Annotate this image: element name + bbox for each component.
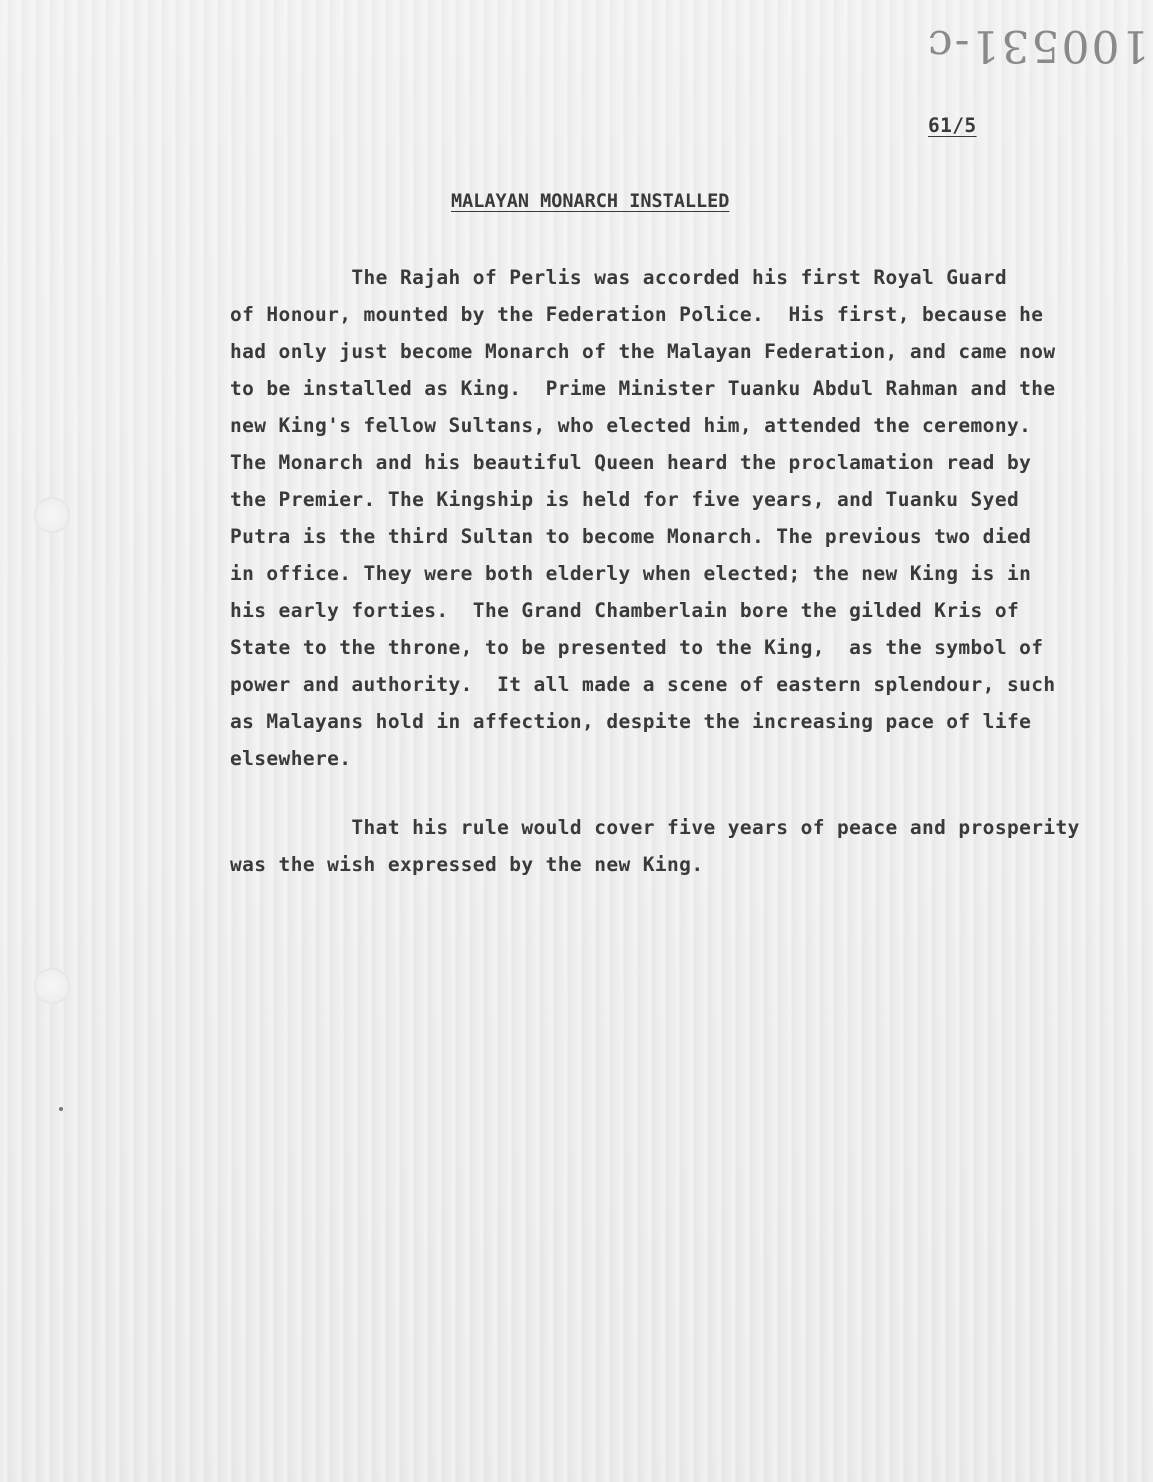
text-line: as Malayans hold in affection, despite the increasing pace of life (230, 710, 1032, 733)
text-line: to be installed as King. Prime Minister Tuanku Abdul Rahman and the (230, 377, 1056, 400)
text-line: was the wish expressed by the new King. (230, 853, 704, 876)
text-line: new King's fellow Sultans, who elected him, attended the ceremony. (230, 414, 1032, 437)
text-line: had only just become Monarch of the Malayan Federation, and came now (230, 340, 1056, 363)
page-number: 61/5 (928, 114, 977, 137)
text-line: State to the throne, to be presented to the King, as the symbol of (230, 636, 1044, 659)
text-line: power and authority. It all made a scene of eastern splendour, such (230, 673, 1056, 696)
punch-hole (34, 497, 70, 533)
text-line: Putra is the third Sultan to become Monarch. The previous two died (230, 525, 1032, 548)
document-title: MALAYAN MONARCH INSTALLED (451, 191, 730, 212)
text-line: the Premier. The Kingship is held for five years, and Tuanku Syed (230, 488, 1020, 511)
text-line: That his rule would cover five years of peace and prosperity (230, 816, 1080, 839)
paper-speck (59, 1107, 63, 1111)
handwritten-reference: 100531-c (926, 20, 1150, 71)
text-line: in office. They were both elderly when elected; the new King is in (230, 562, 1032, 585)
text-line: his early forties. The Grand Chamberlain bore the gilded Kris of (230, 599, 1020, 622)
text-line: elsewhere. (230, 747, 352, 770)
punch-hole (34, 968, 70, 1004)
body-paragraph-2 (230, 809, 1080, 883)
text-line: of Honour, mounted by the Federation Police. His first, because he (230, 303, 1044, 326)
text-line: The Rajah of Perlis was accorded his first Royal Guard (230, 266, 1007, 289)
body-paragraph-1 (230, 259, 1056, 777)
text-line: The Monarch and his beautiful Queen heard the proclamation read by (230, 451, 1032, 474)
